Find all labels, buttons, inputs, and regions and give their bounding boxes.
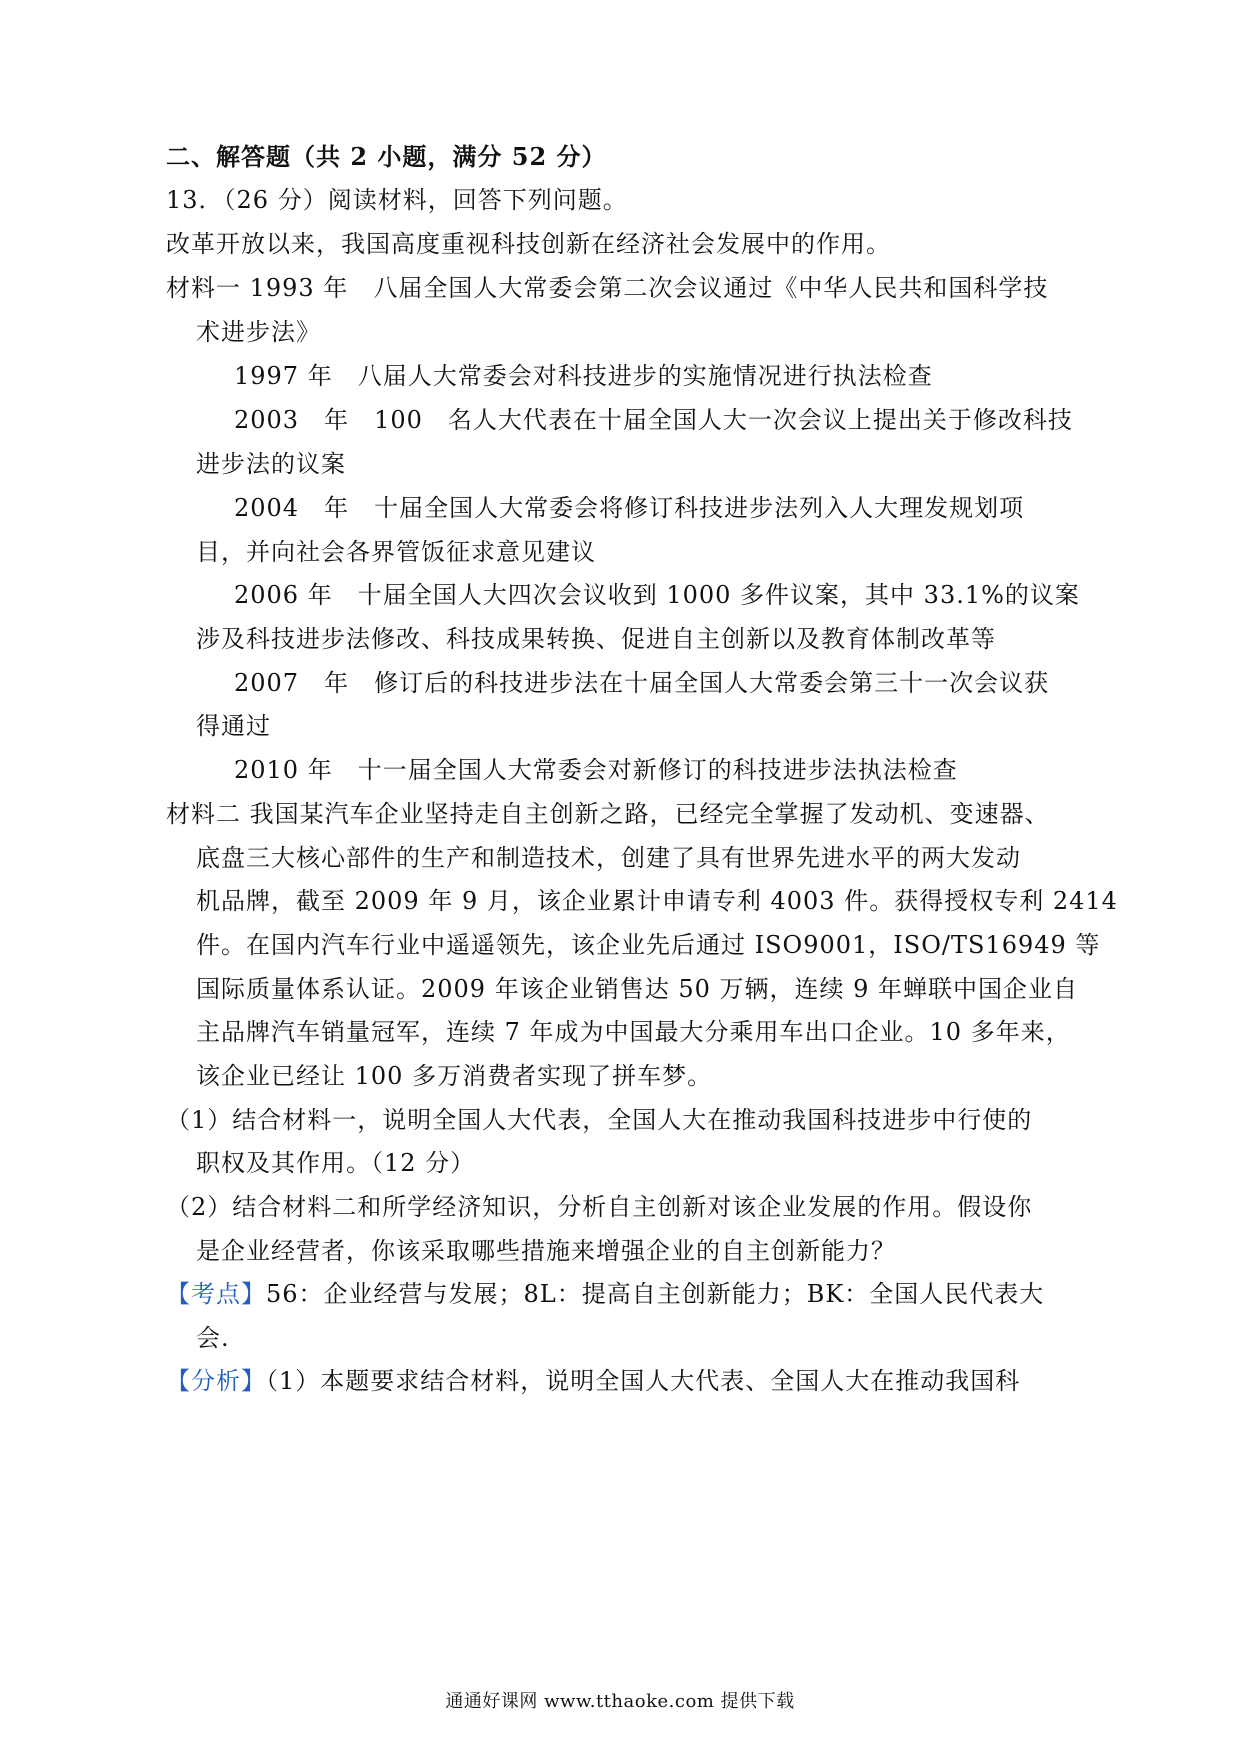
material-one-line: 目，并向社会各界管饭征求意见建议 bbox=[196, 538, 596, 566]
material-two-line: 该企业已经让 100 多万消费者实现了拼车梦。 bbox=[196, 1062, 713, 1090]
material-one-line: 2004 年 十届全国人大常委会将修订科技进步法列入人大理发规划项 bbox=[234, 494, 1025, 522]
material-one-line: 1997 年 八届人大常委会对科技进步的实施情况进行执法检查 bbox=[234, 362, 933, 390]
fenxi-row bbox=[166, 1366, 1020, 1396]
material-two-line: 材料二 我国某汽车企业坚持走自主创新之路，已经完全掌握了发动机、变速器、 bbox=[166, 800, 1050, 828]
material-one-line: 2006 年 十届全国人大四次会议收到 1000 多件议案，其中 33.1%的议案 bbox=[234, 581, 1080, 609]
material-one-line: 材料一 1993 年 八届全国人大常委会第二次会议通过《中华人民共和国科学技 bbox=[166, 274, 1049, 302]
material-one-line: 术进步法》 bbox=[196, 318, 321, 346]
section-heading: 二、解答题（共 2 小题，满分 52 分） bbox=[166, 142, 607, 171]
kaodian-row bbox=[166, 1279, 1044, 1309]
material-two-line: 主品牌汽车销量冠军，连续 7 年成为中国最大分乘用车出口企业。10 多年来， bbox=[196, 1018, 1071, 1046]
material-one-line: 2003 年 100 名人大代表在十届全国人大一次会议上提出关于修改科技 bbox=[234, 406, 1073, 434]
material-one-line: 2010 年 十一届全国人大常委会对新修订的科技进步法执法检查 bbox=[234, 756, 958, 784]
kaodian-label: 【考点】 bbox=[166, 1280, 266, 1308]
question-intro: 13．（26 分）阅读材料，回答下列问题。 bbox=[166, 186, 628, 214]
question-context: 改革开放以来，我国高度重视科技创新在经济社会发展中的作用。 bbox=[166, 230, 891, 258]
fenxi-text: （1）本题要求结合材料，说明全国人大代表、全国人大在推动我国科 bbox=[266, 1367, 1021, 1395]
sub-question-one: （1）结合材料一，说明全国人大代表，全国人大在推动我国科技进步中行使的 bbox=[166, 1106, 1033, 1134]
material-one-line: 进步法的议案 bbox=[196, 450, 346, 478]
material-two-line: 机品牌，截至 2009 年 9 月，该企业累计申请专利 4003 件。获得授权专利 2414 bbox=[196, 887, 1118, 915]
kaodian-text-cont: 会. bbox=[196, 1324, 230, 1352]
fenxi-label: 【分析】 bbox=[166, 1367, 266, 1395]
material-two-line: 底盘三大核心部件的生产和制造技术，创建了具有世界先进水平的两大发动 bbox=[196, 844, 1021, 872]
sub-question-one: 职权及其作用。（12 分） bbox=[196, 1149, 476, 1177]
material-two-line: 国际质量体系认证。2009 年该企业销售达 50 万辆，连续 9 年蝉联中国企业自 bbox=[196, 975, 1079, 1003]
material-two-line: 件。在国内汽车行业中遥遥领先，该企业先后通过 ISO9001，ISO/TS16949 等 bbox=[196, 931, 1101, 959]
sub-question-two: （2）结合材料二和所学经济知识，分析自主创新对该企业发展的作用。假设你 bbox=[166, 1193, 1033, 1221]
material-one-line: 得通过 bbox=[196, 712, 271, 740]
page-footer: 通通好课网 www.tthaoke.com 提供下载 bbox=[445, 1691, 795, 1712]
sub-question-two: 是企业经营者，你该采取哪些措施来增强企业的自主创新能力？ bbox=[196, 1237, 896, 1265]
kaodian-text: 56：企业经营与发展；8L：提高自主创新能力；BK：全国人民代表大 bbox=[266, 1280, 1045, 1308]
material-one-line: 2007 年 修订后的科技进步法在十届全国人大常委会第三十一次会议获 bbox=[234, 669, 1050, 697]
material-one-line: 涉及科技进步法修改、科技成果转换、促进自主创新以及教育体制改革等 bbox=[196, 625, 996, 653]
